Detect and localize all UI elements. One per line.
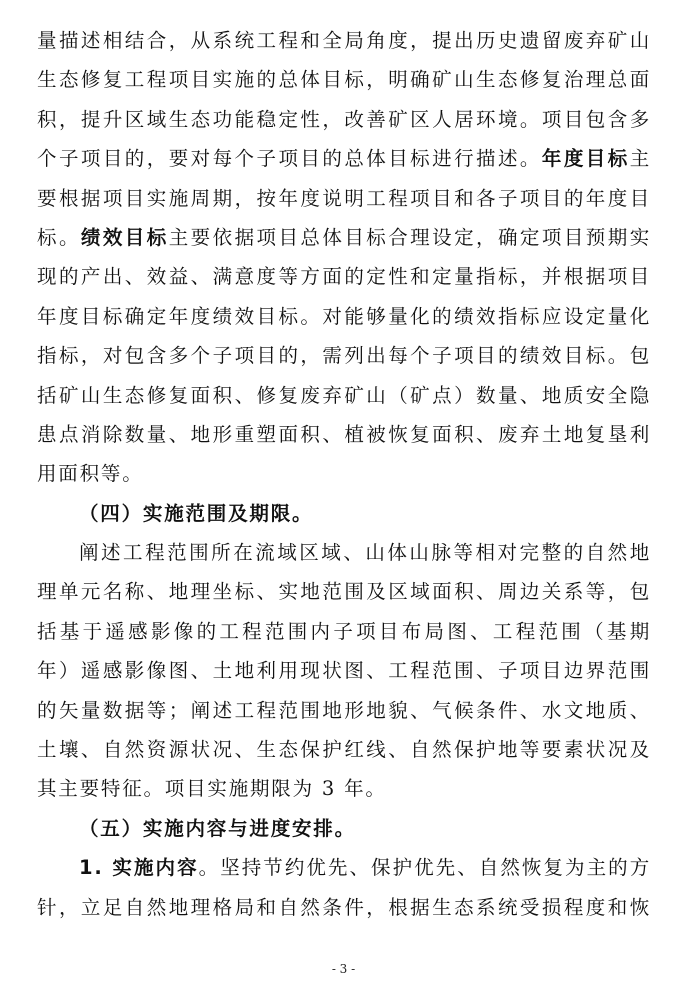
text-line: 量描述相结合，从系统工程和全局角度，提出历史遗留废弃矿山	[37, 29, 651, 52]
text-line: 土壤、自然资源状况、生态保护红线、自然保护地等要素状况及	[37, 738, 651, 762]
text-line: 括矿山生态修复面积、修复废弃矿山（矿点）数量、地质安全隐	[37, 383, 651, 407]
text-span: 。坚持节约优先、保护优先、自然恢复为主的方	[198, 856, 651, 880]
text-span: 个子项目的，要对每个子项目的总体目标进行描述。	[37, 147, 542, 171]
text-line: 阐述工程范围所在流域区域、山体山脉等相对完整的自然地	[79, 541, 651, 565]
section-heading-4: （四）实施范围及期限。	[79, 501, 314, 525]
text-line	[37, 848, 651, 887]
text-line: 针，立足自然地理格局和自然条件，根据生态系统受损程度和恢	[37, 895, 651, 919]
text-line: 积，提升区域生态功能稳定性，改善矿区人居环境。项目包含多	[37, 107, 651, 131]
text-line	[37, 139, 651, 178]
text-line: 要根据项目实施周期，按年度说明工程项目和各子项目的年度目	[37, 186, 651, 210]
text-line: 年度目标确定年度绩效目标。对能够量化的绩效指标应设定量化	[37, 304, 651, 328]
bold-term-performance-target: 绩效目标	[80, 225, 169, 249]
text-line: 括基于遥感影像的工程范围内子项目布局图、工程范围（基期	[37, 619, 651, 643]
item-label-implementation-content: 1. 实施内容	[79, 856, 199, 880]
text-span: 主	[629, 147, 651, 171]
text-line: 现的产出、效益、满意度等方面的定性和定量指标，并根据项目	[37, 265, 651, 289]
text-line: 的矢量数据等；阐述工程范围地形地貌、气候条件、水文地质、	[37, 698, 651, 722]
section-heading-5: （五）实施内容与进度安排。	[79, 816, 356, 840]
text-line: 用面积等。	[37, 462, 144, 486]
text-line: 年）遥感影像图、土地利用现状图、工程范围、子项目边界范围	[37, 659, 651, 683]
text-span: 标。	[37, 225, 81, 249]
text-line	[37, 218, 651, 257]
text-span: 主要依据项目总体目标合理设定，确定项目预期实	[168, 225, 651, 249]
page-number: - 3 -	[331, 962, 356, 976]
text-line: 患点消除数量、地形重塑面积、植被恢复面积、废弃土地复垦利	[37, 422, 651, 446]
text-line: 生态修复工程项目实施的总体目标，明确矿山生态修复治理总面	[37, 68, 651, 92]
text-line: 指标，对包含多个子项目的，需列出每个子项目的绩效目标。包	[37, 344, 651, 368]
document-body	[37, 21, 651, 927]
text-line: 理单元名称、地理坐标、实地范围及区域面积、周边关系等，包	[37, 580, 651, 604]
bold-term-annual-target: 年度目标	[541, 147, 630, 171]
text-line: 其主要特征。项目实施期限为 3 年。	[37, 777, 387, 801]
